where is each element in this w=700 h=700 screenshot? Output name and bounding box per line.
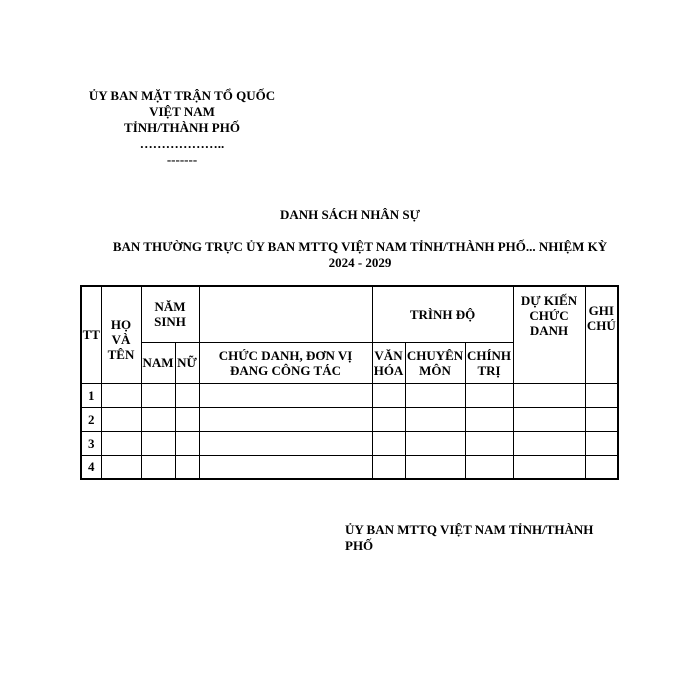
header-position-unit: CHỨC DANH, ĐƠN VỊ ĐANG CÔNG TÁC (199, 342, 372, 383)
row-number: 2 (81, 407, 101, 431)
subtitle-line-2: 2024 - 2029 (328, 255, 392, 270)
signature-block (345, 522, 625, 554)
issuing-organization (72, 88, 292, 168)
org-line-4: ……………….. (139, 136, 225, 151)
table-header-row-1 (81, 286, 618, 342)
header-specialty: CHUYÊN MÔN (405, 342, 465, 383)
signature-line-2: PHỐ (345, 538, 374, 553)
personnel-table (80, 285, 619, 480)
header-birth-year: NĂM SINH (141, 286, 199, 342)
row-number: 1 (81, 383, 101, 407)
org-line-2: VIỆT NAM (149, 104, 215, 119)
header-tt: TT (81, 286, 101, 383)
table-row (81, 407, 618, 431)
row-number: 4 (81, 455, 101, 479)
header-female: NỮ (175, 342, 199, 383)
table-row (81, 455, 618, 479)
header-full-name: HỌ VÀ TÊN (101, 286, 141, 383)
table-row (81, 431, 618, 455)
org-line-5: ------- (166, 152, 198, 167)
header-culture: VĂN HÓA (372, 342, 405, 383)
header-politics: CHÍNH TRỊ (465, 342, 513, 383)
header-level: TRÌNH ĐỘ (372, 286, 513, 342)
document-subtitle (80, 239, 640, 271)
org-line-1: ỦY BAN MẶT TRẬN TỔ QUỐC (88, 88, 276, 103)
header-notes: GHI CHÚ (585, 286, 618, 383)
subtitle-line-1: BAN THƯỜNG TRỰC ỦY BAN MTTQ VIỆT NAM TỈNH/THÀNH PHỐ... NHIỆM KỲ (112, 239, 608, 254)
table-row (81, 383, 618, 407)
header-male: NAM (141, 342, 175, 383)
org-line-3: TỈNH/THÀNH PHỐ (124, 120, 240, 135)
header-planned-position: DỰ KIẾN CHỨC DANH (513, 286, 585, 383)
row-number: 3 (81, 431, 101, 455)
signature-line-1: ỦY BAN MTTQ VIỆT NAM TỈNH/THÀNH (345, 522, 594, 537)
document-title: DANH SÁCH NHÂN SỰ (280, 207, 420, 222)
header-blank (199, 286, 372, 342)
